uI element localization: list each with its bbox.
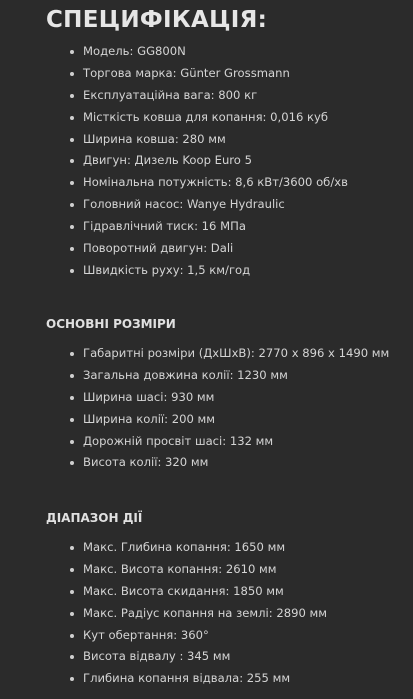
list-item	[0, 431, 413, 453]
bullet-icon	[70, 568, 74, 572]
list-item	[0, 260, 413, 282]
list-item-text: Ширина шасі: 930 мм	[83, 389, 215, 404]
list-item-text: Номінальна потужність: 8,6 кВт/3600 об/хв	[83, 175, 348, 190]
list-item	[0, 646, 413, 668]
bullet-icon	[70, 247, 74, 251]
list-item	[0, 194, 413, 216]
bullet-icon	[70, 655, 74, 659]
bullet-icon	[70, 612, 74, 616]
bullet-icon	[70, 269, 74, 273]
list-item	[0, 537, 413, 559]
list-item	[0, 409, 413, 431]
bullet-icon	[70, 159, 74, 163]
bullet-icon	[70, 396, 74, 400]
list-item-text: Швидкість руху: 1,5 км/год	[83, 262, 251, 277]
list-item	[0, 365, 413, 387]
bullet-icon	[70, 374, 74, 378]
list-item	[0, 107, 413, 129]
list-item-text: Гідравлічний тиск: 16 МПа	[83, 219, 246, 234]
bullet-icon	[70, 546, 74, 550]
bullet-icon	[70, 94, 74, 98]
section-heading-dimensions: ОСНОВНІ РОЗМІРИ	[46, 317, 176, 331]
list-item-text: Кут обертання: 360°	[83, 627, 209, 642]
list-item	[0, 85, 413, 107]
list-item	[0, 559, 413, 581]
dimensions-list	[0, 343, 413, 474]
list-item-text: Торгова марка: Günter Grossmann	[83, 65, 290, 80]
list-item	[0, 216, 413, 238]
list-item-text: Ширина ковша: 280 мм	[83, 131, 226, 146]
list-item	[0, 387, 413, 409]
list-item	[0, 625, 413, 647]
page-title: СПЕЦИФІКАЦІЯ:	[46, 7, 268, 33]
list-item	[0, 581, 413, 603]
list-item-text: Висота відвалу : 345 мм	[83, 649, 231, 664]
list-item-text: Поворотний двигун: Dali	[83, 241, 234, 256]
list-item-text: Макс. Висота скидання: 1850 мм	[83, 583, 284, 598]
bullet-icon	[70, 440, 74, 444]
specifications-list	[0, 41, 413, 282]
bullet-icon	[70, 461, 74, 465]
bullet-icon	[70, 116, 74, 120]
list-item-text: Загальна довжина колії: 1230 мм	[83, 367, 288, 382]
bullet-icon	[70, 634, 74, 638]
bullet-icon	[70, 677, 74, 681]
list-item-text: Двигун: Дизель Koop Euro 5	[83, 153, 252, 168]
list-item-text: Місткість ковша для копання: 0,016 куб	[83, 109, 329, 124]
list-item	[0, 172, 413, 194]
list-item-text: Макс. Глибина копання: 1650 мм	[83, 540, 286, 554]
bullet-icon	[70, 590, 74, 594]
list-item	[0, 452, 413, 474]
bullet-icon	[70, 72, 74, 76]
section-heading-working-range: ДІАПАЗОН ДІЇ	[46, 511, 143, 525]
bullet-icon	[70, 418, 74, 422]
list-item-text: Головний насос: Wanye Hydraulic	[83, 197, 285, 212]
list-item	[0, 63, 413, 85]
bullet-icon	[70, 181, 74, 185]
list-item	[0, 238, 413, 260]
list-item	[0, 41, 413, 63]
list-item	[0, 343, 413, 365]
list-item-text: Макс. Радіус копання на землі: 2890 мм	[83, 605, 328, 620]
list-item	[0, 150, 413, 172]
list-item	[0, 129, 413, 151]
list-item-text: Глибина копання відвала: 255 мм	[83, 671, 291, 686]
list-item-text: Ширина колії: 200 мм	[83, 411, 216, 426]
bullet-icon	[70, 352, 74, 356]
list-item-text: Експлуатаційна вага: 800 кг	[83, 87, 258, 102]
list-item-text: Висота колії: 320 мм	[83, 455, 209, 470]
working-range-list	[0, 537, 413, 690]
bullet-icon	[70, 138, 74, 142]
list-item	[0, 668, 413, 690]
list-item-text: Дорожній просвіт шасі: 132 мм	[83, 433, 274, 448]
list-item-text: Макс. Висота копання: 2610 мм	[83, 561, 277, 576]
bullet-icon	[70, 225, 74, 229]
bullet-icon	[70, 50, 74, 54]
bullet-icon	[70, 203, 74, 207]
list-item-text: Модель: GG800N	[83, 44, 186, 58]
list-item	[0, 603, 413, 625]
list-item-text: Габаритні розміри (ДхШхВ): 2770 x 896 x 1490 мм	[83, 346, 390, 360]
